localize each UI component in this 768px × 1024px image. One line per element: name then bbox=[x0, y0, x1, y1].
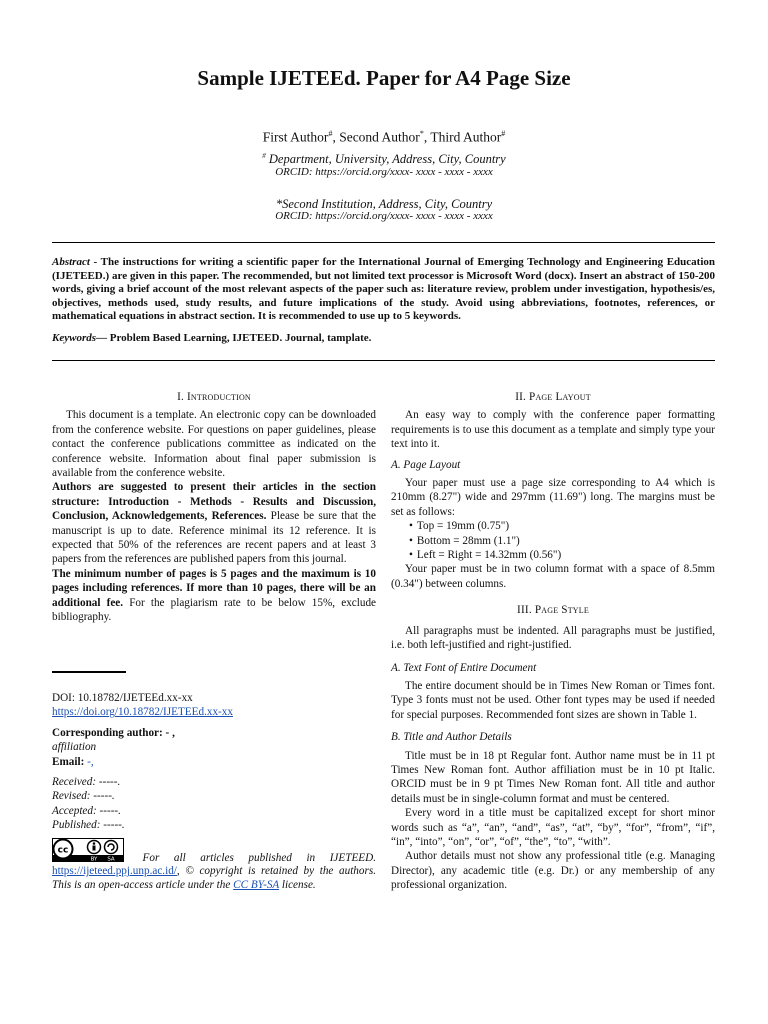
bottom-rule bbox=[52, 360, 715, 361]
published-date: Published: -----. bbox=[52, 819, 125, 832]
revised-date: Revised: -----. bbox=[52, 790, 115, 803]
author-second: Second Author bbox=[339, 129, 420, 145]
layout-paragraph-3: Your paper must be in two column format with a space of 8.5mm (0.34") between columns. bbox=[391, 563, 715, 590]
cc-label: cc bbox=[57, 845, 69, 856]
section-heading-page-style: III. Page Style bbox=[517, 604, 589, 617]
email-value[interactable]: -, bbox=[84, 755, 94, 768]
affiliation-2-orcid: ORCID: https://orcid.org/xxxx- xxxx - xxxx - xxxx bbox=[275, 210, 493, 222]
intro-paragraph-3-rest: For the plagiarism rate to be below 15%, exclude bibliography. bbox=[52, 596, 377, 624]
subsection-title-author: B. Title and Author Details bbox=[391, 731, 512, 744]
style-paragraph-1: All paragraphs must be indented. All paragraphs must be justified, i.e. both left-justified and right-justified. bbox=[391, 624, 715, 652]
affiliation-1 bbox=[0, 152, 768, 167]
subsection-page-layout: A. Page Layout bbox=[391, 458, 461, 471]
subsection-text-font: A. Text Font of Entire Document bbox=[391, 661, 537, 674]
doi-link[interactable]: https://doi.org/10.18782/IJETEEd.xx-xx bbox=[52, 706, 233, 719]
abstract bbox=[52, 256, 715, 324]
style-paragraph-4: Every word in a title must be capitalized except for short minor words such as “a”, “an”, “and”, “as”, “at”, “by”, “for”, “from”, “if”, “in”, “into”, “on”, “or”, “of”, “the”, “to”, “with”. bbox=[391, 807, 715, 848]
accepted-date: Accepted: -----. bbox=[52, 804, 121, 817]
author-first: First Author bbox=[262, 129, 329, 145]
license-text-3: license. bbox=[279, 878, 316, 891]
corresponding-affiliation: affiliation bbox=[52, 741, 97, 754]
top-rule bbox=[52, 242, 715, 243]
keywords-label: Keywords bbox=[52, 332, 96, 344]
abstract-label: Abstract bbox=[52, 256, 90, 268]
doi-text: DOI: 10.18782/IJETEEd.xx-xx bbox=[52, 692, 193, 704]
paper-title: Sample IJETEEd. Paper for A4 Page Size bbox=[197, 66, 571, 90]
keywords bbox=[52, 332, 715, 346]
abstract-text: - The instructions for writing a scientific paper for the International Journal of Emerging Technology and Engineering Education (IJETEED.) are given in this paper. The recommended, but not limited text processor is Microsoft Word (docx). Insert an abstract of 150-200 words, giving a brief account of the most relevant aspects of the paper such as: literature review, problem under investigation, hypothesis/es, objectives, methods used, study results, and future implications of the study. Avoid using abbreviations, footnotes, references, or mathematical equations in abstract section. It is recommended to use up to 5 keywords. bbox=[52, 256, 715, 322]
footnote-block bbox=[52, 691, 376, 833]
by-label: BY bbox=[90, 856, 98, 862]
license-text-2: , © copyright is retained by the authors. This is an open-access article under the bbox=[52, 865, 376, 891]
author-list: First Author#, Second Author*, Third Author# bbox=[262, 129, 506, 145]
intro-paragraph-3-bold: The minimum number of pages is 5 pages and the maximum is 10 pages including references. If more than 10 pages, there will be an additional fee. bbox=[52, 567, 376, 609]
affiliation-1-text: Department, University, Address, City, Country bbox=[268, 152, 506, 167]
author-second-sup: * bbox=[419, 129, 424, 138]
corresponding-author: Corresponding author: - , bbox=[52, 726, 175, 739]
cc-by-sa-link[interactable]: CC BY-SA bbox=[233, 878, 280, 891]
intro-paragraph-3 bbox=[52, 567, 376, 625]
margin-bottom-item: • Bottom = 28mm (1.1") bbox=[417, 534, 715, 548]
intro-paragraph-2-rest: Please be sure that the manuscript is up to date. Reference minimal its 12 reference. It is expected that 50% of the references are recent papers and at least 3 papers from the references are published papers from this journal. bbox=[52, 510, 376, 566]
right-column bbox=[391, 390, 715, 893]
footnote-rule bbox=[52, 671, 126, 673]
affiliation-1-orcid: ORCID: https://orcid.org/xxxx- xxxx - xxxx - xxxx bbox=[275, 166, 493, 178]
license-text-1: For all articles published in IJETEED. bbox=[128, 852, 376, 864]
margin-list bbox=[391, 519, 715, 562]
license-statement bbox=[52, 852, 376, 892]
intro-paragraph-2-bold: Authors are suggested to present their articles in the section structure: Introduction - Methods - Results and Discussion, Conclusion, Acknowledgements, References. bbox=[52, 481, 376, 523]
affiliation-2: *Second Institution, Address, City, Country bbox=[275, 197, 493, 211]
layout-paragraph-1: An easy way to comply with the conference paper formatting requirements is to use this document as a template and simply type your text into it. bbox=[391, 409, 715, 451]
email-label: Email: bbox=[52, 755, 85, 768]
section-heading-page-layout: II. Page Layout bbox=[515, 391, 591, 403]
keywords-text: — Problem Based Learning, IJETEED. Journal, tamplate. bbox=[96, 332, 372, 344]
received-date: Received: -----. bbox=[52, 776, 121, 789]
author-first-sup: # bbox=[328, 129, 333, 138]
style-paragraph-3: Title must be in 18 pt Regular font. Author name must be in 11 pt Times New Roman font. Author affiliation must be in 10 pt Italic. ORCID must be in 9 pt Times New Roman font. All title and author details must be in single-column format and must be centered. bbox=[391, 749, 715, 805]
intro-paragraph-1: This document is a template. An electronic copy can be downloaded from the conference website. For questions on paper guidelines, please contact the conference publications committee as indicated on the conference website. Information about final paper submission is available from the conference website. bbox=[52, 409, 376, 480]
journal-link[interactable]: https://ijeteed.ppj.unp.ac.id/ bbox=[52, 865, 177, 878]
affiliation-1-sup: # bbox=[262, 152, 266, 160]
intro-paragraph-2 bbox=[52, 480, 376, 566]
left-column bbox=[52, 390, 376, 625]
author-third: Third Author bbox=[430, 129, 502, 145]
layout-paragraph-2: Your paper must use a page size corresponding to A4 which is 210mm (8.27") wide and 297mm (11.69") long. The margins must be set as follows: bbox=[391, 477, 715, 518]
margin-side-item: • Left = Right = 14.32mm (0.56") bbox=[417, 548, 715, 562]
sa-label: SA bbox=[107, 856, 115, 862]
author-third-sup: # bbox=[501, 129, 506, 138]
section-heading-introduction: I. Introduction bbox=[177, 391, 251, 403]
style-paragraph-2: The entire document should be in Times New Roman or Times font. Type 3 fonts must not be used. Other font types may be used if needed for special purposes. Recommended font sizes are shown in Table 1. bbox=[391, 679, 715, 721]
margin-top-item: • Top = 19mm (0.75") bbox=[417, 519, 715, 533]
style-paragraph-5: Author details must not show any professional title (e.g. Managing Director), any academic title (e.g. Dr.) or any membership of any professional organization. bbox=[391, 850, 715, 892]
